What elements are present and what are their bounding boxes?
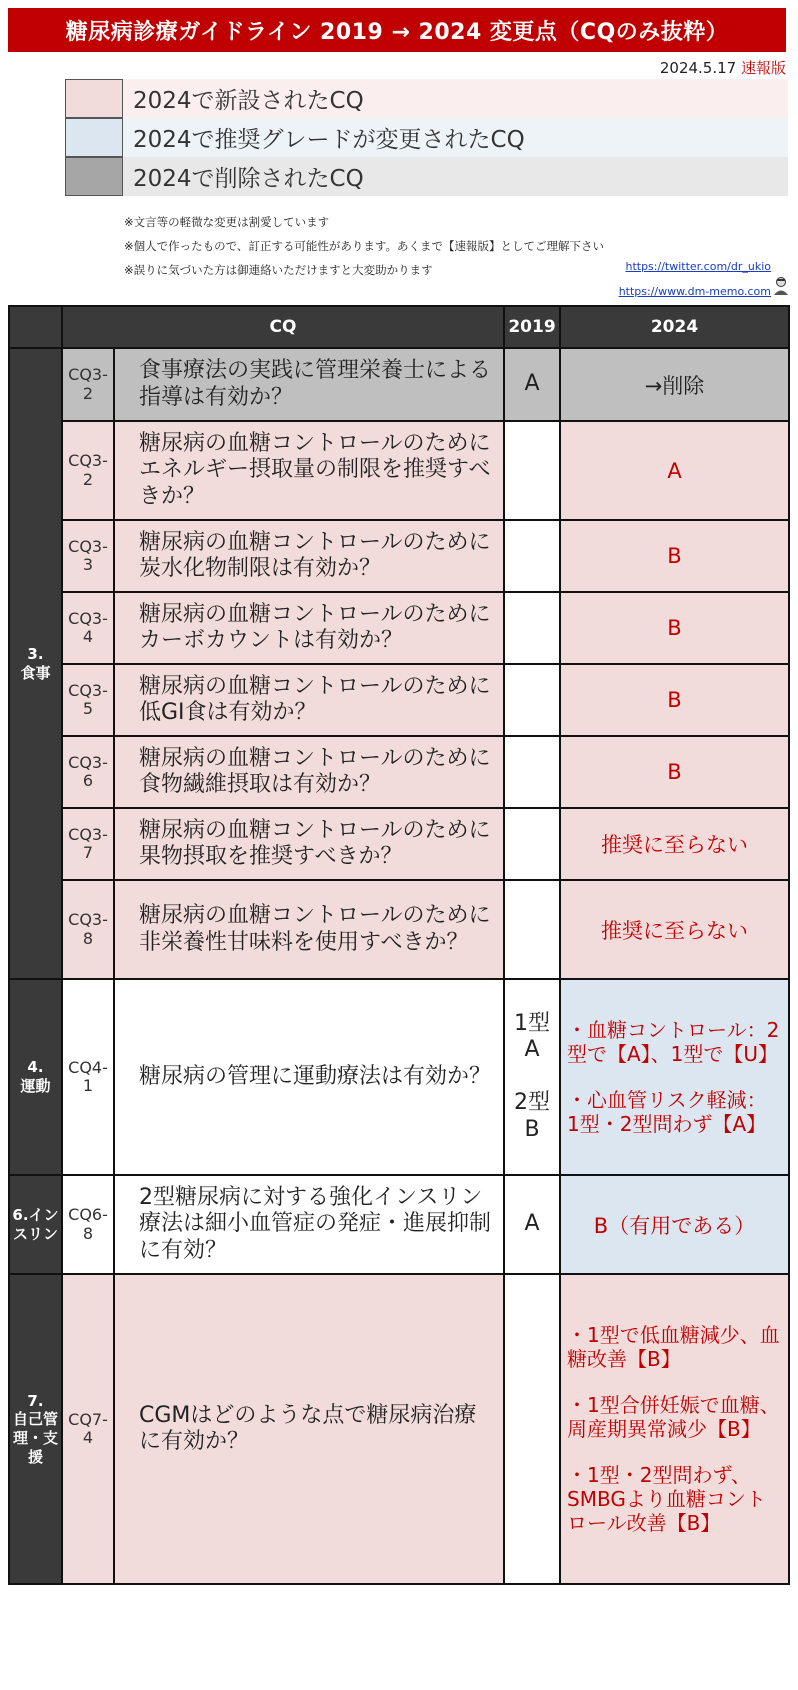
grade-2019: 1型 A 2型 B [504, 979, 560, 1175]
grade-2019 [504, 592, 560, 664]
cq-number: CQ3- 8 [62, 880, 114, 979]
cq-question: 糖尿病の管理に運動療法は有効か？ [114, 979, 504, 1175]
grade-2024: B [560, 520, 789, 592]
grade-2024 [560, 1274, 789, 1584]
grade-2024-item: ・血糖コントロール：2型で【A】、1型で【U】 [567, 1018, 780, 1066]
legend-label-changed: 2024で推奨グレードが変更されたCQ [123, 118, 788, 157]
cq-question: 糖尿病の血糖コントロールのためにエネルギー摂取量の制限を推奨すべきか？ [114, 421, 504, 520]
table-row [9, 808, 789, 880]
cq-question: 糖尿病の血糖コントロールのために食物繊維摂取は有効か？ [114, 736, 504, 808]
grade-2024-item: ・1型・2型問わず、SMBGより血糖コントロール改善【B】 [567, 1463, 766, 1535]
cq-number: CQ3- 6 [62, 736, 114, 808]
table-row [9, 520, 789, 592]
grade-2024: 推奨に至らない [560, 808, 789, 880]
cq-question: 2型糖尿病に対する強化インスリン療法は細小血管症の発症・進展抑制に有効？ [114, 1175, 504, 1274]
cq-number: CQ3- 2 [62, 348, 114, 421]
grade-2019 [504, 664, 560, 736]
note-3: ※誤りに気づいた方は御連絡いただけますと大変助かります [124, 263, 433, 277]
site-link[interactable]: https://www.dm-memo.com [618, 285, 771, 298]
cq-question: 糖尿病の血糖コントロールのためにカーボカウントは有効か？ [114, 592, 504, 664]
header-2024: 2024 [560, 306, 789, 348]
grade-2024: B [560, 736, 789, 808]
table-row [9, 979, 789, 1175]
twitter-link[interactable]: https://twitter.com/dr_ukio [625, 260, 771, 273]
cq-question: 糖尿病の血糖コントロールのために低GI食は有効か？ [114, 664, 504, 736]
cq-number: CQ3- 4 [62, 592, 114, 664]
grade-2024: B [560, 592, 789, 664]
grade-2024 [560, 979, 789, 1175]
table-row [9, 664, 789, 736]
grade-2019 [504, 1274, 560, 1584]
table-row [9, 421, 789, 520]
grade-2019: A [504, 348, 560, 421]
legend-label-deleted: 2024で削除されたCQ [123, 157, 788, 196]
legend-item-changed [65, 118, 788, 157]
table-row [9, 1175, 789, 1274]
category-self-management: 7. 自己管 理・支 援 [9, 1274, 62, 1584]
header-category [9, 306, 62, 348]
table-row [9, 880, 789, 979]
grade-2019 [504, 880, 560, 979]
grade-2019 [504, 808, 560, 880]
cq-number: CQ3- 5 [62, 664, 114, 736]
legend-item-deleted [65, 157, 788, 196]
legend-swatch-changed [65, 118, 123, 157]
cq-question: 糖尿病の血糖コントロールのために非栄養性甘味料を使用すべきか？ [114, 880, 504, 979]
grade-2024: 推奨に至らない [560, 880, 789, 979]
table-row [9, 736, 789, 808]
grade-2024: B [560, 664, 789, 736]
legend-swatch-new [65, 79, 123, 118]
page-title: 糖尿病診療ガイドライン 2019 → 2024 変更点（CQのみ抜粋） [8, 8, 786, 52]
grade-2024: A [560, 421, 789, 520]
cq-table [8, 305, 790, 1585]
cq-question: 食事療法の実践に管理栄養士による指導は有効か？ [114, 348, 504, 421]
table-header-row [9, 306, 789, 348]
cq-question: 糖尿病の血糖コントロールのために炭水化物制限は有効か？ [114, 520, 504, 592]
table-row [9, 1274, 789, 1584]
date: 2024.5.17 [659, 59, 737, 77]
cq-question: CGMはどのような点で糖尿病治療に有効か？ [114, 1274, 504, 1584]
legend [65, 79, 788, 196]
legend-label-new: 2024で新設されたCQ [123, 79, 788, 118]
category-insulin: 6.イン スリン [9, 1175, 62, 1274]
cq-number: CQ3- 7 [62, 808, 114, 880]
avatar-icon [772, 276, 790, 296]
header-2019: 2019 [504, 306, 560, 348]
cq-number: CQ6- 8 [62, 1175, 114, 1274]
notes [124, 212, 788, 284]
table-row [9, 348, 789, 421]
note-2: ※個人で作ったもので、訂正する可能性があります。あくまで【速報版】としてご理解下さい [124, 239, 604, 253]
cq-number: CQ3- 3 [62, 520, 114, 592]
legend-swatch-deleted [65, 157, 123, 196]
grade-2019: A [504, 1175, 560, 1274]
grade-2019 [504, 421, 560, 520]
date-line [660, 57, 786, 78]
grade-2024-item: ・心血管リスク軽減： 1型・2型問わず【A】 [567, 1088, 767, 1136]
note-1: ※文言等の軽微な変更は割愛しています [124, 215, 330, 229]
grade-2024: →削除 [560, 348, 789, 421]
edition-label: 速報版 [740, 59, 786, 77]
cq-number: CQ4- 1 [62, 979, 114, 1175]
table-row [9, 592, 789, 664]
cq-number: CQ7- 4 [62, 1274, 114, 1584]
grade-2024: B（有用である） [560, 1175, 789, 1274]
cq-number: CQ3- 2 [62, 421, 114, 520]
header-cq: CQ [62, 306, 504, 348]
grade-2024-item: ・1型で低血糖減少、血糖改善【B】 [567, 1323, 780, 1371]
category-exercise: 4. 運動 [9, 979, 62, 1175]
legend-item-new [65, 79, 788, 118]
cq-question: 糖尿病の血糖コントロールのために果物摂取を推奨すべきか？ [114, 808, 504, 880]
grade-2019 [504, 520, 560, 592]
category-diet: 3. 食事 [9, 348, 62, 979]
grade-2019 [504, 736, 560, 808]
grade-2024-item: ・1型合併妊娠で血糖、周産期異常減少【B】 [567, 1393, 780, 1441]
